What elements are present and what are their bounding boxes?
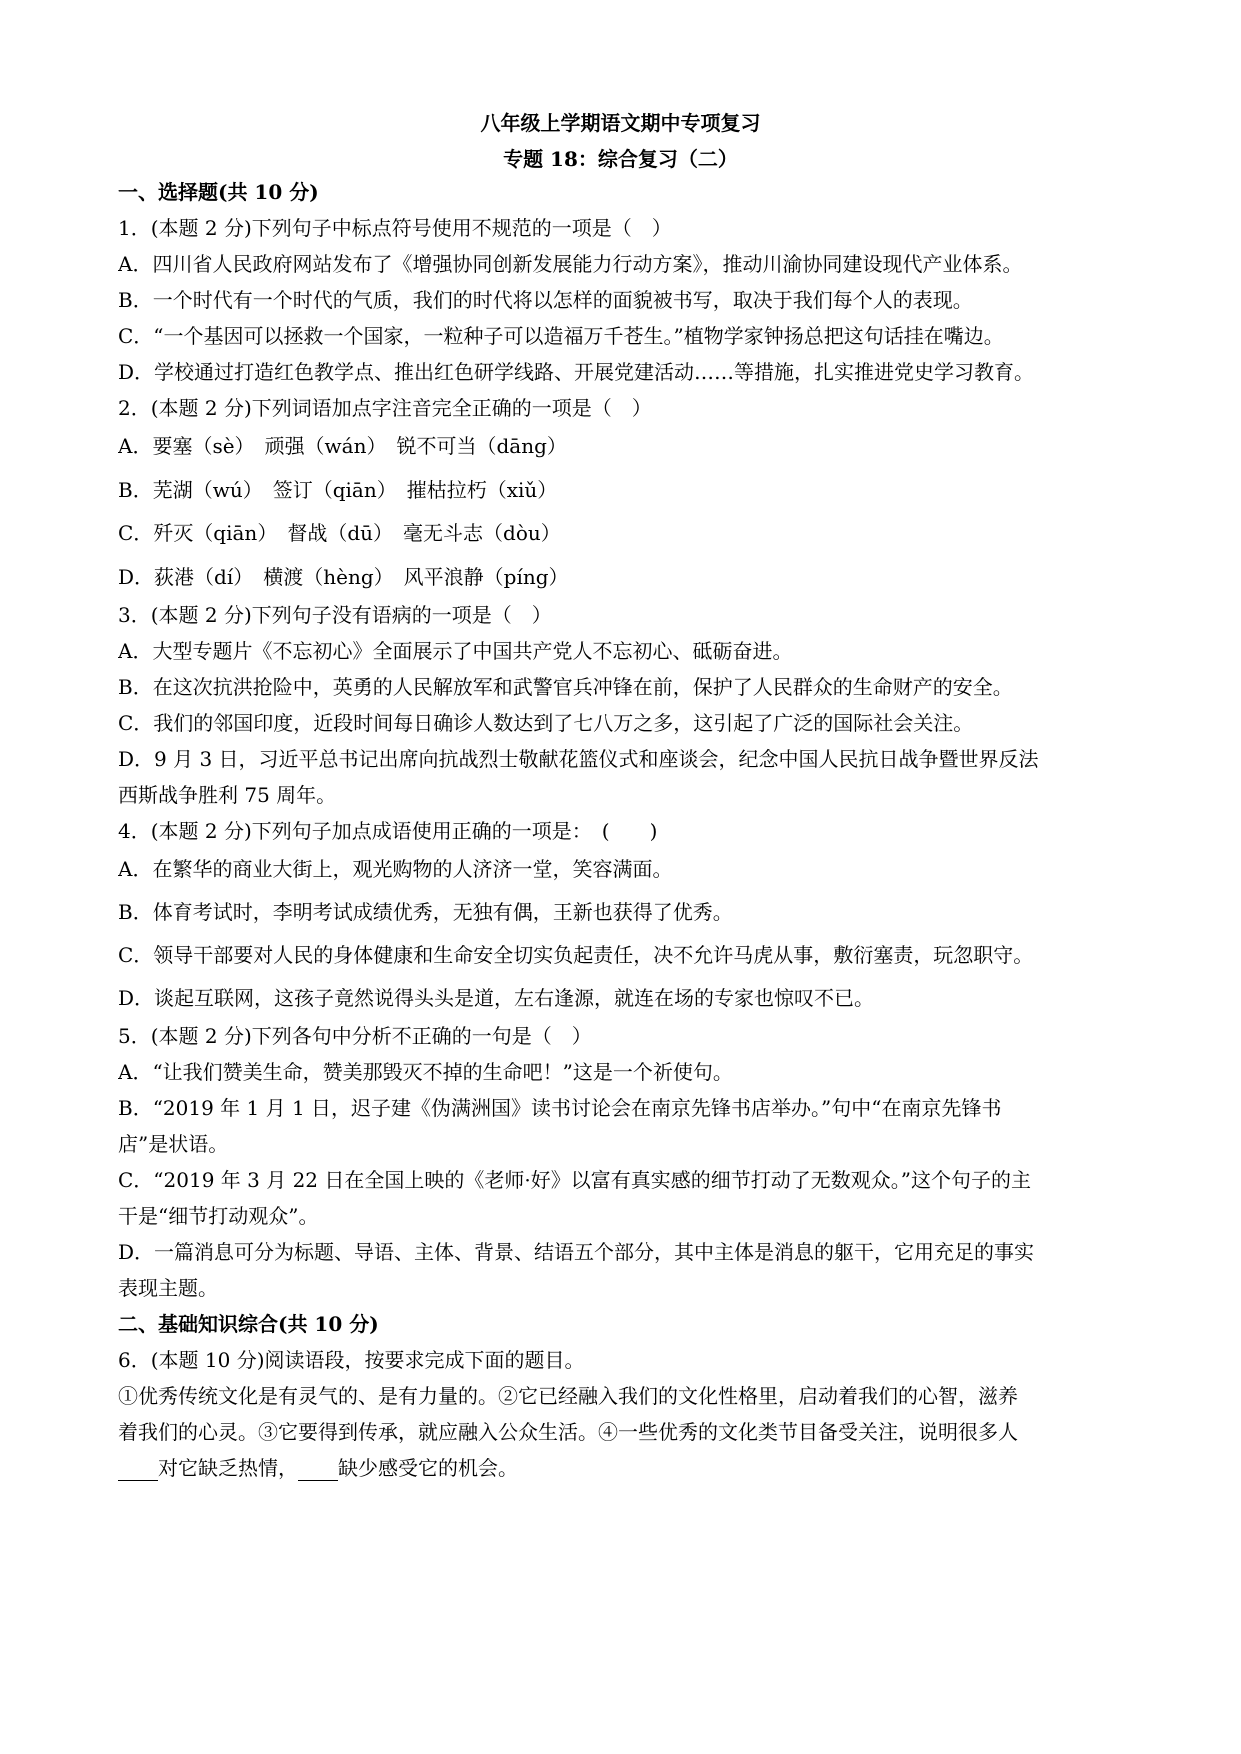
section-heading-choice: 一、选择题(共 10 分) [118,180,319,204]
option-text: C． [118,521,154,545]
question-2-stem: 2．(本题 2 分)下列词语加点字注音完全正确的一项是（ ） [118,396,652,420]
passage-line-3 [118,1455,1128,1481]
question-4-option-a [118,856,1128,882]
dotted-char: 左 [514,986,535,1010]
dotted-char: 独 [472,900,493,924]
passage-text: 缺少感受它的机会。 [338,1456,518,1480]
option-text: 浪静（píng） [443,565,569,589]
question-1-option-b: B．一个时代有一个时代的气质，我们的时代将以怎样的面貌被书写，取决于我们每个人的表现。 [118,288,973,312]
question-3-option-c: C．我们的邻国印度，近段时间每日确诊人数达到了七八万之多，这引起了广泛的国际社会关注。 [118,711,974,735]
option-text: A．在繁华的商业大街上，观光购物的人 [118,857,473,881]
question-3-option-a: A．大型专题片《不忘初心》全面展示了中国共产党人不忘初心、砥砺奋进。 [118,639,793,663]
dotted-char: 敷 [833,943,854,967]
question-1-option-a: A．四川省人民政府网站发布了《增强协同创新发展能力行动方案》，推动川渝协同建设现代产业体系。 [118,252,1023,276]
dotted-char: 芜 [152,478,173,502]
option-text: 订（qiān） 摧枯拉 [292,478,467,502]
dotted-char: 签 [272,478,293,502]
question-5-option-c: C．“2019 年 3 月 22 日在全国上映的《老师·好》以富有真实感的细节打动了无数观众。”这个句子的主 [118,1168,1031,1192]
option-text: （dāng） [476,434,567,458]
question-5-option-d: D．一篇消息可分为标题、导语、主体、背景、结语五个部分，其中主体是消息的躯干，它用充足的事实 [118,1240,1035,1264]
question-1-stem: 1．(本题 2 分)下列句子中标点符号使用不规范的一项是（ ） [118,216,672,240]
dotted-char: 责 [893,943,914,967]
question-5-option-b-cont: 店”是状语。 [118,1132,229,1156]
dotted-char: 济 [472,857,493,881]
question-2-option-c [118,520,1128,546]
passage-line-1: ①优秀传统文化是有灵气的、是有力量的。②它已经融入我们的文化性格里，启动着我们的心智，滋养 [118,1384,1018,1408]
question-3-option-d-cont: 西斯战争胜利 75 周年。 [118,783,337,807]
dotted-char: 堂 [532,857,553,881]
option-text: 渡（hèng） 风 [283,565,424,589]
question-2-option-a [118,433,1128,459]
document-subtitle: 专题 18：综合复习（二） [503,147,738,171]
question-3-option-b: B．在这次抗洪抢险中，英勇的人民解放军和武警官兵冲锋在前，保护了人民群众的生命财产的安全。 [118,675,1013,699]
option-text: A．要 [118,434,173,458]
dotted-char: 横 [263,565,284,589]
dotted-char: 歼 [153,521,174,545]
question-5-option-d-cont: 表现主题。 [118,1276,218,1300]
question-2-option-b [118,477,1128,503]
dotted-char: 荻 [154,565,175,589]
question-5-stem: 5．(本题 2 分)下列各句中分析不正确的一句是（ ） [118,1024,592,1048]
dotted-char: 塞 [873,943,894,967]
option-text: D． [118,565,155,589]
question-1-option-d: D．学校通过打造红色教学点、推出红色研学线路、开展党建活动……等措施，扎实推进党史学习教育。 [118,360,1035,384]
dotted-char: 济 [492,857,513,881]
option-text: 志（dòu） [463,521,561,545]
option-text: ，笑容满面。 [552,857,673,881]
option-text: 战（dū） 毫无 [307,521,444,545]
dotted-char: 斗 [443,521,464,545]
dotted-char: 塞 [172,434,193,458]
dotted-char: 右 [534,986,555,1010]
question-3-stem: 3．(本题 2 分)下列句子没有语病的一项是（ ） [118,603,552,627]
question-2-option-d [118,564,1128,590]
question-6-stem: 6．(本题 10 分)阅读语段，按要求完成下面的题目。 [118,1348,585,1372]
question-5-option-c-cont: 干是“细节打动观众”。 [118,1204,319,1228]
passage-text: 对它缺乏热情， [158,1456,298,1480]
question-4-stem: 4．(本题 2 分)下列句子加点成语使用正确的一项是： ( ) [118,819,658,843]
question-4-option-d [118,985,1128,1011]
question-1-option-c: C．“一个基因可以拯救一个国家，一粒种子可以造福万千苍生。”植物学家钟扬总把这句话挂在嘴边。 [118,324,1004,348]
option-text: 湖（wú） [172,478,273,502]
question-4-option-b [118,899,1128,925]
fill-blank [298,1462,338,1481]
option-text: （sè） [192,434,265,458]
passage-line-2: 着我们的心灵。③它要得到传承，就应融入公众生活。④一些优秀的文化类节目备受关注，说明很多人 [118,1420,1018,1444]
dotted-char: 平 [423,565,444,589]
dotted-char: 有 [492,900,513,924]
dotted-char: 朽 [466,478,487,502]
fill-blank [118,1462,158,1481]
dotted-char: 督 [287,521,308,545]
option-text: 港（dí） [174,565,264,589]
option-text: （xiǔ） [486,478,558,502]
option-text: ，王新也获得了优秀。 [532,900,733,924]
document-title: 八年级上学期语文期中专项复习 [480,111,761,135]
dotted-char: 源 [574,986,595,1010]
option-text: B． [118,478,153,502]
option-text: C．领导干部要对人民的身体健康和生命安全切实负起责任，决不允许马虎从事， [118,943,834,967]
option-text: 强（wán） 锐不可 [284,434,457,458]
dotted-char: 当 [456,434,477,458]
question-3-option-d: D．9 月 3 日，习近平总书记出席向抗战烈士敬献花篮仪式和座谈会，纪念中国人民抗日战争暨世界反法 [118,747,1039,771]
dotted-char: 偶 [512,900,533,924]
option-text: B．体育考试时，李明考试成绩优秀， [118,900,453,924]
option-text: 灭（qiān） [173,521,288,545]
dotted-char: 顽 [264,434,285,458]
option-text: D．谈起互联网，这孩子竟然说得头头是道， [118,986,515,1010]
question-4-option-c [118,942,1128,968]
option-text: ，玩忽职守。 [913,943,1034,967]
dotted-char: 逢 [554,986,575,1010]
dotted-char: 无 [452,900,473,924]
option-text: ，就连在场的专家也惊叹不已。 [594,986,875,1010]
section-heading-basics: 二、基础知识综合(共 10 分) [118,1312,379,1336]
question-5-option-a: A．“让我们赞美生命，赞美那毁灭不掉的生命吧！”这是一个祈使句。 [118,1060,733,1084]
dotted-char: 一 [512,857,533,881]
dotted-char: 衍 [853,943,874,967]
question-5-option-b: B．“2019 年 1 月 1 日，迟子建《伪满洲国》读书讨论会在南京先锋书店举办。”句中“在南京先锋书 [118,1096,1002,1120]
